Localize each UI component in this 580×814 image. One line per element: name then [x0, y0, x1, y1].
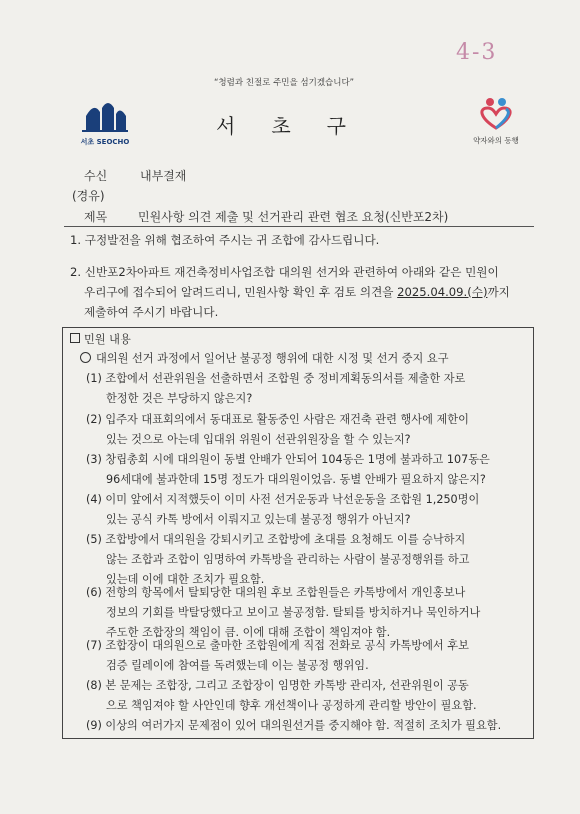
- complaint-item-line: 정보의 기회를 박탈당했다고 보이고 불공정함. 탈퇴를 방치하거나 묵인하거나: [106, 606, 481, 619]
- paragraph-2-line-3: 제출하여 주시기 바랍니다.: [84, 305, 219, 319]
- complaint-item-line: 한정한 것은 부당하지 않은지?: [106, 392, 253, 405]
- seocho-logo-mark: [80, 98, 130, 132]
- complaint-item-line: 있는 것으로 아는데 입대위 위원이 선관위원장을 할 수 있는지?: [106, 433, 411, 446]
- complaint-item-line: (7) 조합장이 대의원으로 출마한 조합원에게 직접 전화로 공식 카톡방에서 후보: [86, 639, 469, 652]
- via-label: (경유): [72, 189, 105, 203]
- subject-value: 민원사항 의견 제출 및 선거관리 관련 협조 요청(신반포2차): [138, 210, 449, 224]
- complaint-item-line: 주도한 조합장의 책임이 큼. 이에 대해 조합이 책임져야 함.: [106, 626, 391, 639]
- seocho-logo: [80, 98, 130, 146]
- recipient-value: 내부결재: [140, 169, 187, 183]
- complaint-item-line: 으로 책임져야 할 사안인데 향후 개선책이나 공정하게 관리할 방안이 필요함.: [106, 699, 477, 712]
- complaint-item-line: 검증 릴레이에 참여를 독려했는데 이는 불공정 행위임.: [106, 659, 369, 672]
- paragraph-2-text-end: 까지: [487, 285, 510, 299]
- complaint-item-line: (8) 본 문제는 조합장, 그리고 조합장이 임명한 카톡방 관리자, 선관위원이 공동: [86, 679, 469, 692]
- complaint-item-line: (6) 전항의 항목에서 탈퇴당한 대의원 후보 조합원들은 카톡방에서 개인홍보나: [86, 586, 466, 599]
- subject-divider: [64, 226, 534, 227]
- paragraph-2-line-1: 2. 신반포2차아파트 재건축정비사업조합 대의원 선거와 관련하여 아래와 같은 민원이: [70, 265, 499, 279]
- complaint-header-text: 민원 내용: [84, 333, 131, 346]
- complaint-summary: [80, 350, 449, 368]
- recipient-label: 수신: [84, 169, 108, 183]
- paragraph-2-line-2: [84, 282, 510, 302]
- paragraph-2-text: 우리구에 접수되어 알려드리니, 민원사항 확인 후 검토 의견을: [84, 285, 398, 299]
- paragraph-1: 1. 구정발전을 위해 협조하여 주시는 귀 조합에 감사드립니다.: [70, 233, 380, 247]
- complaint-item-line: (3) 창립총회 시에 대의원이 동별 안배가 안되어 104동은 1명에 불과하고 107동은: [86, 453, 490, 466]
- checkbox-square-icon: [70, 333, 80, 343]
- heart-people-icon: [466, 96, 526, 130]
- issuer-title: 서초구: [216, 114, 382, 138]
- complaint-item-line: 96세대에 불과한데 15명 정도가 대의원이었음. 동별 안배가 필요하지 않은지?: [106, 473, 486, 486]
- complaint-header: [70, 331, 131, 349]
- circle-bullet-icon: [80, 352, 91, 363]
- slogan: “청렴과 친절로 주민을 섬기겠습니다”: [214, 78, 355, 88]
- complaint-item-line: 않는 조합과 조합이 임명하여 카톡방을 관리하는 사람이 불공정행위를 하고: [106, 553, 470, 566]
- complaint-item-line: (2) 입주자 대표회의에서 동대표로 활동중인 사람은 재건축 관련 행사에 제한이: [86, 413, 469, 426]
- partner-logo-text: 약자와의 동행: [473, 136, 519, 145]
- complaint-item-line: (5) 조합방에서 대의원을 강퇴시키고 조합방에 초대를 요청해도 이를 승낙하지: [86, 533, 466, 546]
- complaint-item-line: (9) 이상의 여러가지 문제점이 있어 대의원선거를 중지해야 함. 적절히 조치가 필요함.: [86, 719, 502, 732]
- deadline-date: 2025.04.09.(수): [397, 285, 488, 299]
- seocho-logo-text: 서초 SEOCHO: [80, 138, 130, 146]
- complaint-item-line: 있는 공식 카톡 방에서 이뤄지고 있는데 불공정 행위가 아닌지?: [106, 513, 411, 526]
- complaint-item-line: (4) 이미 앞에서 지적했듯이 이미 사전 선거운동과 낙선운동을 조합원 1,250명이: [86, 493, 480, 506]
- partner-logo: [466, 96, 526, 146]
- subject-label: 제목: [84, 210, 108, 224]
- complaint-item-line: (1) 조합에서 선관위원을 선출하면서 조합원 중 정비계획동의서를 제출한 자로: [86, 372, 466, 385]
- complaint-item-line: 있는데 이에 대한 조치가 필요함.: [106, 573, 265, 586]
- complaint-summary-text: 대의원 선거 과정에서 일어난 불공정 행위에 대한 시정 및 선거 중지 요구: [96, 352, 449, 365]
- handwritten-mark: 4-3: [456, 40, 498, 65]
